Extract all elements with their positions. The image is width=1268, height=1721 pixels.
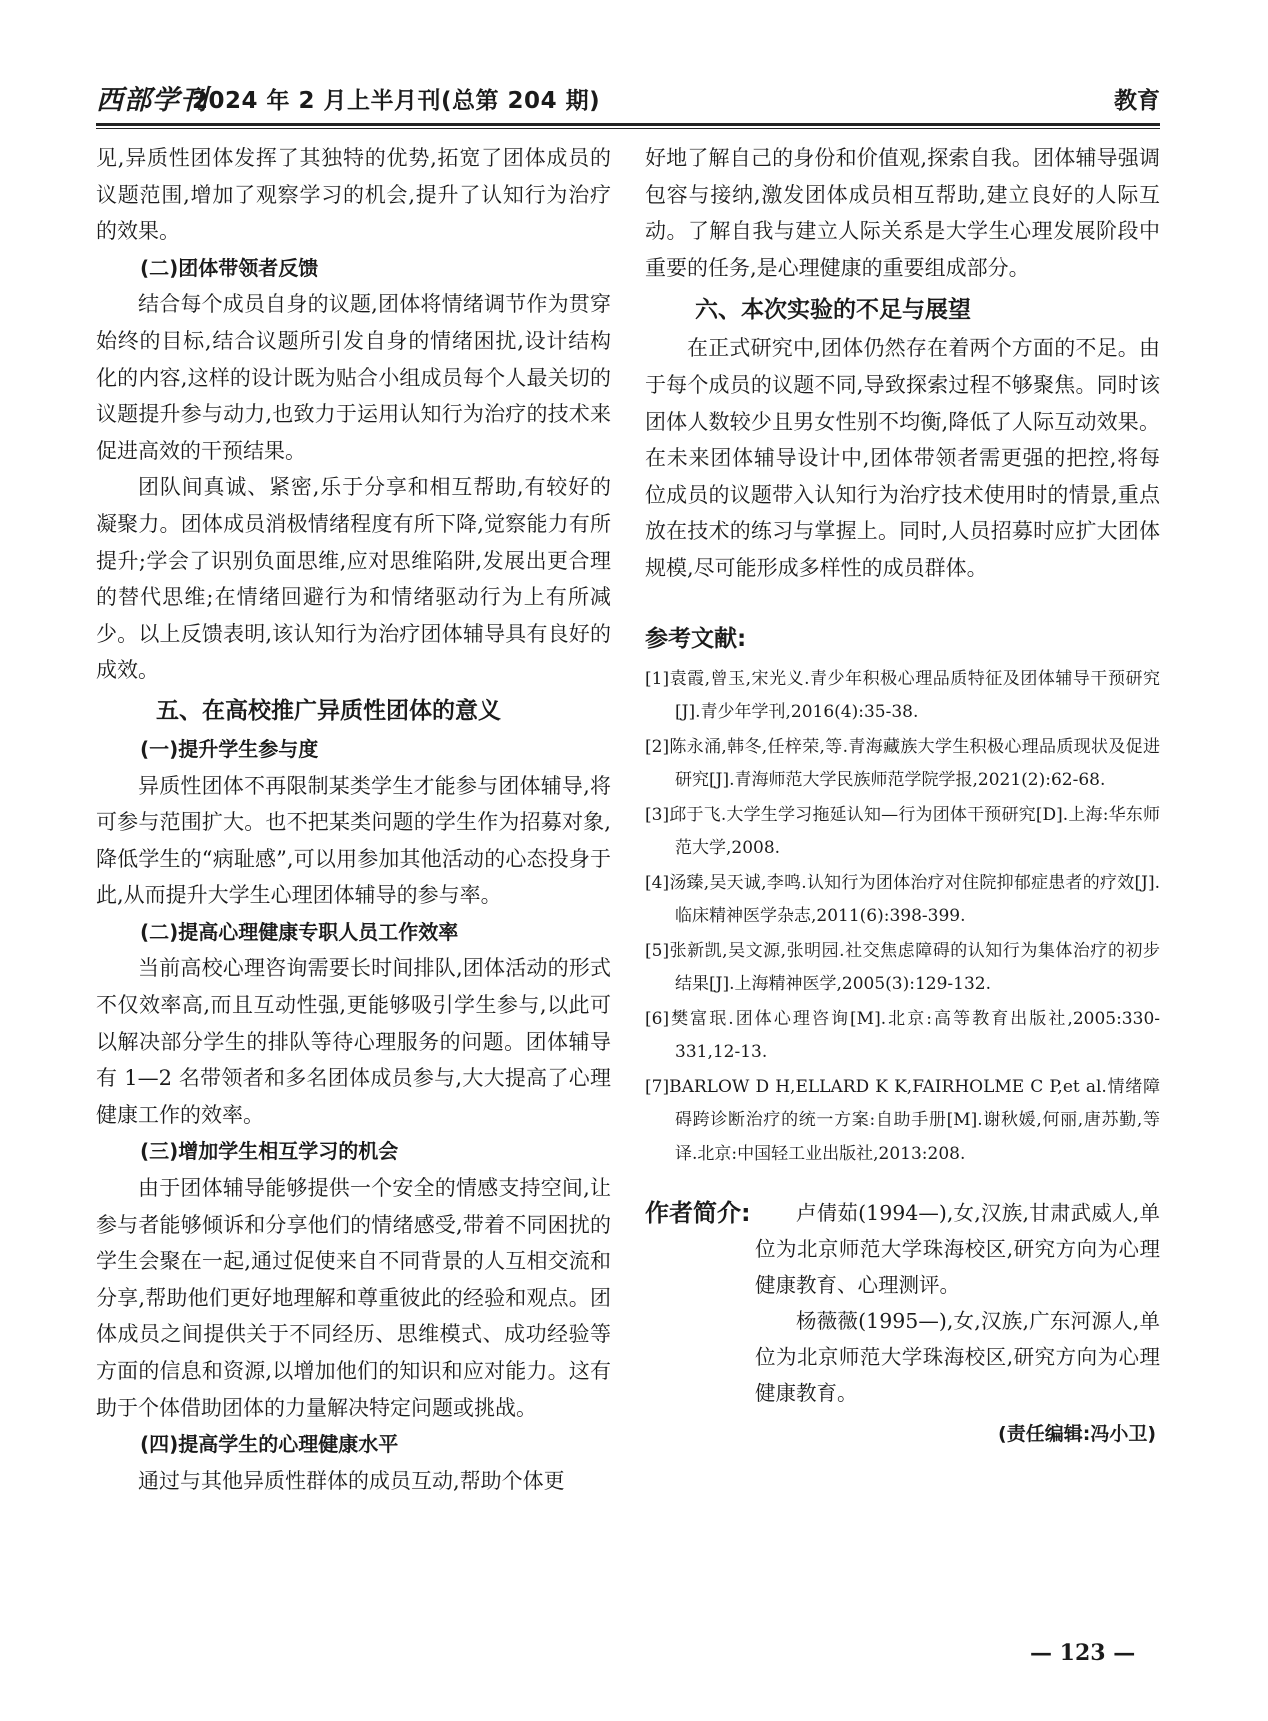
paragraph: 当前高校心理咨询需要长时间排队,团体活动的形式不仅效率高,而且互动性强,更能够吸引学生参与,以此可以解决部分学生的排队等待心理服务的问题。团体辅导有 1—2 名带领者和多名团体成员参与,大大提高了心理健康工作的效率。 — [96, 956, 611, 1127]
right-column — [645, 140, 1160, 1451]
references-list — [645, 663, 1160, 1172]
paragraph: 异质性团体不再限制某类学生才能参与团体辅导,将可参与范围扩大。也不把某类问题的学生作为招募对象,降低学生的“病耻感”,可以用参加其他活动的心态投身于此,从而提升大学生心理团体辅导的参与率。 — [96, 773, 611, 908]
references-heading: 参考文献: — [645, 625, 747, 652]
reference-item: [1]袁霞,曾玉,宋光义.青少年积极心理品质特征及团体辅导干预研究[J].青少年学刊,2016(4):35-38. — [645, 668, 1160, 723]
header-rule-thin — [96, 128, 1160, 129]
journal-logo: 西部学刊 — [96, 85, 208, 116]
author-entry: 杨薇薇(1995—),女,汉族,广东河源人,单位为北京师范大学珠海校区,研究方向为心理健康教育。 — [755, 1309, 1160, 1406]
paragraph: 由于团体辅导能够提供一个安全的情感支持空间,让参与者能够倾诉和分享他们的情绪感受,带着不同困扰的学生会聚在一起,通过促使来自不同背景的人互相交流和分享,帮助他们更好地理解和尊重彼此的经验和观点。团体成员之间提供关于不同经历、思维模式、成功经验等方面的信息和资源,以增加他们的知识和应对能力。这有助于个体借助团体的力量解决特定问题或挑战。 — [96, 1176, 611, 1420]
issue-info: 2024 年 2 月上半月刊(总第 204 期) — [192, 88, 601, 114]
section-heading-5: 五、在高校推广异质性团体的意义 — [156, 697, 501, 724]
paragraph: 在正式研究中,团体仍然存在着两个方面的不足。由于每个成员的议题不同,导致探索过程不够聚焦。同时该团体人数较少且男女性别不均衡,降低了人际互动效果。在未来团体辅导设计中,团体带领者需更强的把控,将每位成员的议题带入认知行为治疗技术使用时的情景,重点放在技术的练习与掌握上。同时,人员招募时应扩大团体规模,尽可能形成多样性的成员群体。 — [645, 336, 1160, 580]
paragraph: 结合每个成员自身的议题,团体将情绪调节作为贯穿始终的目标,结合议题所引发自身的情绪困扰,设计结构化的内容,这样的设计既为贴合小组成员每个人最关切的议题提升参与动力,也致力于运用认知行为治疗的技术来促进高效的干预结果。 — [96, 292, 611, 463]
subsection-heading-5-2: (二)提高心理健康专职人员工作效率 — [140, 919, 459, 944]
page-number: — 123 — — [1030, 1640, 1136, 1666]
paragraph: 见,异质性团体发挥了其独特的优势,拓宽了团体成员的议题范围,增加了观察学习的机会,提升了认知行为治疗的效果。 — [96, 146, 611, 244]
editor-credit: (责任编辑:冯小卫) — [998, 1423, 1156, 1446]
reference-item: [2]陈永涌,韩冬,任梓荣,等.青海藏族大学生积极心理品质现状及促进研究[J].青海师范大学民族师范学院学报,2021(2):62-68. — [645, 736, 1160, 791]
subsection-heading-leader-feedback: (二)团体带领者反馈 — [140, 255, 319, 280]
reference-item: [3]邱于飞.大学生学习拖延认知—行为团体干预研究[D].上海:华东师范大学,2008. — [645, 804, 1160, 859]
reference-item: [5]张新凯,吴文源,张明园.社交焦虑障碍的认知行为集体治疗的初步结果[J].上海精神医学,2005(3):129-132. — [645, 940, 1160, 995]
running-header — [96, 84, 1160, 120]
header-rule — [96, 123, 1160, 126]
author-entry: 卢倩茹(1994—),女,汉族,甘肃武威人,单位为北京师范大学珠海校区,研究方向为心理健康教育、心理测评。 — [755, 1201, 1160, 1298]
paragraph: 好地了解自己的身份和价值观,探索自我。团体辅导强调包容与接纳,激发团体成员相互帮助,建立良好的人际互动。了解自我与建立人际关系是大学生心理发展阶段中重要的任务,是心理健康的重要组成部分。 — [645, 146, 1160, 280]
author-bio — [645, 1195, 1160, 1411]
left-column — [96, 140, 611, 1499]
subsection-heading-5-4: (四)提高学生的心理健康水平 — [140, 1432, 399, 1457]
section-heading-6: 六、本次实验的不足与展望 — [695, 297, 971, 324]
paragraph: 通过与其他异质性群体的成员互动,帮助个体更 — [138, 1468, 565, 1493]
author-bio-heading: 作者简介: — [645, 1199, 751, 1228]
subsection-heading-5-1: (一)提升学生参与度 — [140, 736, 319, 761]
paragraph: 团队间真诚、紧密,乐于分享和相互帮助,有较好的凝聚力。团体成员消极情绪程度有所下降,觉察能力有所提升;学会了识别负面思维,应对思维陷阱,发展出更合理的替代思维;在情绪回避行为和情绪驱动行为上有所减少。以上反馈表明,该认知行为治疗团体辅导具有良好的成效。 — [96, 475, 611, 683]
section-label: 教育 — [1114, 88, 1160, 114]
reference-item: [6]樊富珉.团体心理咨询[M].北京:高等教育出版社,2005:330-331,12-13. — [645, 1008, 1160, 1063]
reference-item: [4]汤臻,吴天诚,李鸣.认知行为团体治疗对住院抑郁症患者的疗效[J].临床精神医学杂志,2011(6):398-399. — [645, 872, 1160, 927]
subsection-heading-5-3: (三)增加学生相互学习的机会 — [140, 1139, 399, 1164]
reference-item: [7]BARLOW D H,ELLARD K K,FAIRHOLME C P,et al.情绪障碍跨诊断治疗的统一方案:自助手册[M].谢秋媛,何丽,唐苏勤,等译.北京:中国轻工业出版社,2013:208. — [645, 1076, 1160, 1164]
